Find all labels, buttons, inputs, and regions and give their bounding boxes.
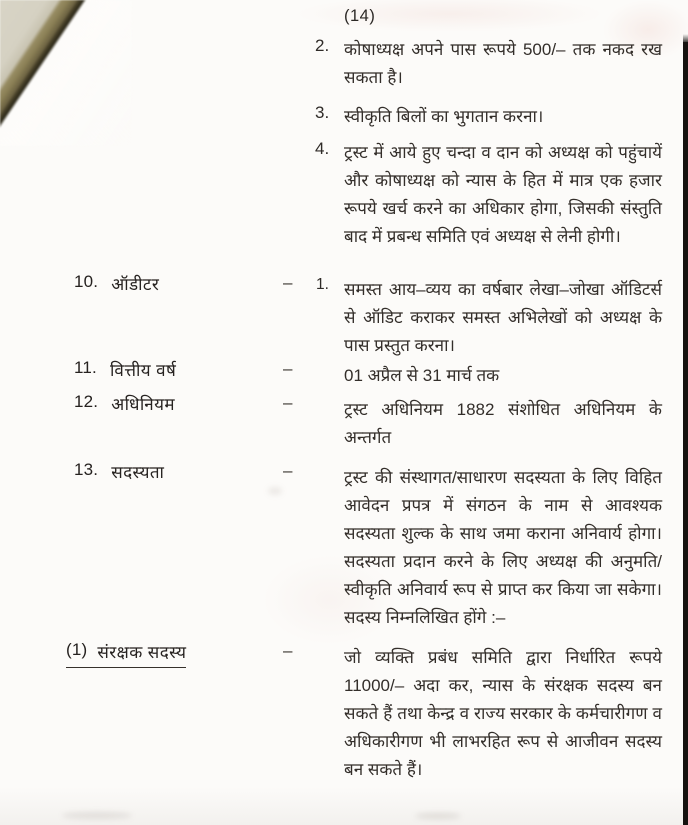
scan-smudge	[415, 813, 461, 819]
top-item-text: स्वीकृति बिलों का भुगतान करना।	[344, 107, 544, 126]
scan-edge-strip	[683, 42, 688, 825]
item-label: वित्तीय वर्ष	[109, 361, 177, 380]
separator-dash: –	[283, 359, 293, 378]
separator-dash: –	[283, 641, 293, 660]
item-left-group	[74, 272, 159, 295]
item-label: ऑडीटर	[111, 275, 160, 294]
item-left-group-underlined	[66, 640, 186, 668]
top-item-text: कोषाध्यक्ष अपने पास रूपये 500/– तक नकद रख सकता है।	[344, 40, 662, 87]
top-item-number: 4.	[315, 139, 330, 158]
item-text: ट्रस्ट की संस्थागत/साधारण सदस्यता के लिए विहित आवेदन प्रपत्र में संगठन के नाम से आवश्यक सदस्यता शुल्क के साथ जमा कराना अनिवार्य होगा। सदस्यता प्रदान करने के लिए अध्यक्ष की अनुमति/स्वीकृति अनिवार्य रूप से प्राप्त कर किया जा सकेगा। सदस्य निम्नलिखित होंगे :–	[344, 468, 662, 627]
separator-dash: –	[283, 461, 293, 480]
item-number: (1)	[66, 640, 88, 659]
top-item-text: ट्रस्ट में आये हुए चन्दा व दान को अध्यक्ष को पहुंचायें और कोषाध्यक्ष को न्यास के हित में मात्र एक हजार रूपये खर्च करने का अधिकार होगा, जिसकी संस्तुति बाद में प्रबन्ध समिति एवं अध्यक्ष से लेनी होगी।	[344, 143, 662, 246]
item-number: 11.	[74, 358, 97, 377]
item-left-group	[74, 460, 164, 483]
top-item-number: 2.	[315, 36, 330, 55]
item-number: 12.	[74, 392, 99, 411]
top-item-number: 3.	[315, 103, 330, 122]
item-text: ट्रस्ट अधिनियम 1882 संशोधित अधिनियम के अन्तर्गत	[344, 400, 662, 447]
page-number: (14)	[344, 7, 376, 25]
item-left-group	[74, 358, 176, 381]
item-number: 10.	[74, 272, 99, 291]
scan-smudge	[268, 487, 282, 495]
item-number: 13.	[74, 460, 99, 479]
page-corner-fold	[0, 0, 132, 146]
item-label: सदस्यता	[111, 463, 165, 482]
item-label: अधिनियम	[111, 395, 175, 414]
item-label: संरक्षक सदस्य	[97, 643, 187, 662]
scan-edge-fade	[683, 34, 688, 44]
item-text: 01 अप्रैल से 31 मार्च तक	[344, 366, 500, 385]
separator-dash: –	[283, 393, 293, 412]
sub-item-number: 1.	[316, 276, 329, 293]
scan-smudge	[62, 812, 132, 819]
item-text: समस्त आय–व्यय का वर्षबार लेखा–जोखा ऑडिटर्स से ऑडिट कराकर समस्त अभिलेखों को अध्यक्ष के पास प्रस्तुत करना।	[344, 280, 662, 355]
item-text: जो व्यक्ति प्रबंध समिति द्वारा निर्धारित रूपये 11000/– अदा कर, न्यास के संरक्षक सदस्य बन सकते हैं तथा केन्द्र व राज्य सरकार के कर्मचारीगण व अधिकारीगण भी लाभरहित रूप से आजीवन सदस्य बन सकते हैं।	[344, 648, 662, 779]
separator-dash: –	[283, 273, 293, 292]
item-left-group	[74, 392, 175, 415]
